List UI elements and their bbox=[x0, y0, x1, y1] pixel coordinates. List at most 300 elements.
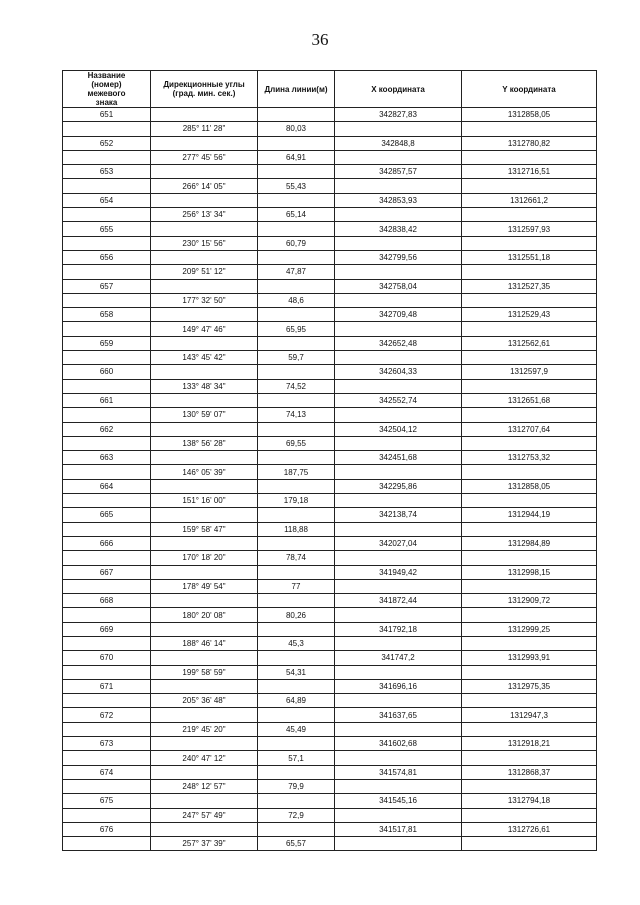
point-name-cell: 661 bbox=[63, 393, 151, 407]
y-coordinate-empty-cell bbox=[462, 694, 597, 708]
point-name-cell: 655 bbox=[63, 222, 151, 236]
point-name-cell: 671 bbox=[63, 679, 151, 693]
line-length-empty-cell bbox=[258, 336, 335, 350]
y-coordinate-cell: 1312661,2 bbox=[462, 193, 597, 207]
segment-row bbox=[63, 808, 597, 822]
line-length-empty-cell bbox=[258, 479, 335, 493]
y-coordinate-empty-cell bbox=[462, 837, 597, 851]
point-name-empty-cell bbox=[63, 579, 151, 593]
direction-angle-empty-cell bbox=[151, 794, 258, 808]
point-name-cell: 676 bbox=[63, 822, 151, 836]
point-row bbox=[63, 594, 597, 608]
line-length-cell: 47,87 bbox=[258, 265, 335, 279]
y-coordinate-empty-cell bbox=[462, 122, 597, 136]
point-name-empty-cell bbox=[63, 551, 151, 565]
x-coordinate-empty-cell bbox=[335, 265, 462, 279]
y-coordinate-cell: 1312998,15 bbox=[462, 565, 597, 579]
y-coordinate-cell: 1312562,61 bbox=[462, 336, 597, 350]
point-name-cell: 667 bbox=[63, 565, 151, 579]
direction-angle-cell: 146° 05' 39" bbox=[151, 465, 258, 479]
point-row bbox=[63, 308, 597, 322]
point-name-cell: 652 bbox=[63, 136, 151, 150]
point-name-empty-cell bbox=[63, 351, 151, 365]
direction-angle-empty-cell bbox=[151, 308, 258, 322]
point-name-empty-cell bbox=[63, 636, 151, 650]
segment-row bbox=[63, 408, 597, 422]
x-coordinate-empty-cell bbox=[335, 808, 462, 822]
y-coordinate-cell: 1312651,68 bbox=[462, 393, 597, 407]
line-length-cell: 80,03 bbox=[258, 122, 335, 136]
direction-angle-cell: 133° 48' 34" bbox=[151, 379, 258, 393]
x-coordinate-cell: 342504,12 bbox=[335, 422, 462, 436]
line-length-empty-cell bbox=[258, 536, 335, 550]
y-coordinate-cell: 1312707,64 bbox=[462, 422, 597, 436]
line-length-empty-cell bbox=[258, 193, 335, 207]
segment-row bbox=[63, 751, 597, 765]
direction-angle-cell: 285° 11' 28" bbox=[151, 122, 258, 136]
x-coordinate-empty-cell bbox=[335, 150, 462, 164]
point-name-cell: 665 bbox=[63, 508, 151, 522]
point-name-cell: 675 bbox=[63, 794, 151, 808]
line-length-cell: 59,7 bbox=[258, 351, 335, 365]
point-name-cell: 656 bbox=[63, 250, 151, 264]
point-row bbox=[63, 136, 597, 150]
y-coordinate-empty-cell bbox=[462, 751, 597, 765]
x-coordinate-cell: 341517,81 bbox=[335, 822, 462, 836]
x-coordinate-empty-cell bbox=[335, 636, 462, 650]
segment-row bbox=[63, 179, 597, 193]
y-coordinate-empty-cell bbox=[462, 150, 597, 164]
x-coordinate-cell: 342799,56 bbox=[335, 250, 462, 264]
line-length-cell: 69,55 bbox=[258, 436, 335, 450]
point-name-empty-cell bbox=[63, 608, 151, 622]
y-coordinate-cell: 1312858,05 bbox=[462, 108, 597, 122]
x-coordinate-empty-cell bbox=[335, 837, 462, 851]
x-coordinate-cell: 342709,48 bbox=[335, 308, 462, 322]
header-line-length-label: Длина линии(м) bbox=[264, 84, 328, 94]
y-coordinate-cell: 1312597,9 bbox=[462, 365, 597, 379]
point-row bbox=[63, 679, 597, 693]
line-length-cell: 55,43 bbox=[258, 179, 335, 193]
point-row bbox=[63, 479, 597, 493]
line-length-empty-cell bbox=[258, 451, 335, 465]
point-row bbox=[63, 536, 597, 550]
line-length-cell: 79,9 bbox=[258, 779, 335, 793]
point-row bbox=[63, 193, 597, 207]
page-number: 36 bbox=[311, 30, 329, 49]
point-name-cell: 670 bbox=[63, 651, 151, 665]
y-coordinate-empty-cell bbox=[462, 779, 597, 793]
y-coordinate-cell: 1312551,18 bbox=[462, 250, 597, 264]
point-name-empty-cell bbox=[63, 150, 151, 164]
y-coordinate-empty-cell bbox=[462, 351, 597, 365]
y-coordinate-cell: 1312993,91 bbox=[462, 651, 597, 665]
table-header bbox=[63, 71, 597, 108]
x-coordinate-cell: 342552,74 bbox=[335, 393, 462, 407]
direction-angle-cell: 205° 36' 48" bbox=[151, 694, 258, 708]
direction-angle-cell: 177° 32' 50" bbox=[151, 293, 258, 307]
segment-row bbox=[63, 465, 597, 479]
y-coordinate-cell: 1312909,72 bbox=[462, 594, 597, 608]
point-row bbox=[63, 365, 597, 379]
direction-angle-empty-cell bbox=[151, 108, 258, 122]
point-name-cell: 666 bbox=[63, 536, 151, 550]
direction-angle-empty-cell bbox=[151, 622, 258, 636]
line-length-cell: 118,88 bbox=[258, 522, 335, 536]
x-coordinate-empty-cell bbox=[335, 751, 462, 765]
direction-angle-empty-cell bbox=[151, 422, 258, 436]
point-row bbox=[63, 108, 597, 122]
y-coordinate-empty-cell bbox=[462, 293, 597, 307]
y-coordinate-empty-cell bbox=[462, 579, 597, 593]
x-coordinate-empty-cell bbox=[335, 322, 462, 336]
x-coordinate-cell: 341872,44 bbox=[335, 594, 462, 608]
direction-angle-cell: 230° 15' 56" bbox=[151, 236, 258, 250]
segment-row bbox=[63, 579, 597, 593]
direction-angle-empty-cell bbox=[151, 250, 258, 264]
point-name-empty-cell bbox=[63, 465, 151, 479]
line-length-cell: 74,52 bbox=[258, 379, 335, 393]
point-name-empty-cell bbox=[63, 408, 151, 422]
header-direction-angle bbox=[151, 71, 258, 108]
direction-angle-cell: 256° 13' 34" bbox=[151, 208, 258, 222]
y-coordinate-empty-cell bbox=[462, 722, 597, 736]
header-direction-angle-label: Дирекционные углы (град. мин. сек.) bbox=[163, 80, 245, 98]
point-name-cell: 668 bbox=[63, 594, 151, 608]
x-coordinate-cell: 342604,33 bbox=[335, 365, 462, 379]
line-length-empty-cell bbox=[258, 565, 335, 579]
x-coordinate-cell: 342848,8 bbox=[335, 136, 462, 150]
y-coordinate-empty-cell bbox=[462, 179, 597, 193]
point-row bbox=[63, 393, 597, 407]
point-name-empty-cell bbox=[63, 122, 151, 136]
line-length-cell: 45,49 bbox=[258, 722, 335, 736]
direction-angle-empty-cell bbox=[151, 708, 258, 722]
point-name-empty-cell bbox=[63, 208, 151, 222]
line-length-empty-cell bbox=[258, 765, 335, 779]
segment-row bbox=[63, 494, 597, 508]
x-coordinate-cell: 342853,93 bbox=[335, 193, 462, 207]
x-coordinate-cell: 342451,68 bbox=[335, 451, 462, 465]
segment-row bbox=[63, 636, 597, 650]
line-length-empty-cell bbox=[258, 651, 335, 665]
segment-row bbox=[63, 837, 597, 851]
x-coordinate-empty-cell bbox=[335, 579, 462, 593]
direction-angle-empty-cell bbox=[151, 336, 258, 350]
y-coordinate-empty-cell bbox=[462, 322, 597, 336]
direction-angle-empty-cell bbox=[151, 765, 258, 779]
segment-row bbox=[63, 122, 597, 136]
x-coordinate-empty-cell bbox=[335, 293, 462, 307]
line-length-cell: 64,89 bbox=[258, 694, 335, 708]
direction-angle-cell: 180° 20' 08" bbox=[151, 608, 258, 622]
y-coordinate-empty-cell bbox=[462, 522, 597, 536]
x-coordinate-cell: 342027,04 bbox=[335, 536, 462, 550]
direction-angle-empty-cell bbox=[151, 565, 258, 579]
y-coordinate-cell: 1312868,37 bbox=[462, 765, 597, 779]
point-row bbox=[63, 765, 597, 779]
y-coordinate-empty-cell bbox=[462, 465, 597, 479]
y-coordinate-cell: 1312527,35 bbox=[462, 279, 597, 293]
line-length-empty-cell bbox=[258, 822, 335, 836]
segment-row bbox=[63, 694, 597, 708]
line-length-empty-cell bbox=[258, 279, 335, 293]
line-length-cell: 65,14 bbox=[258, 208, 335, 222]
header-point-name-label: Название (номер) межевого знака bbox=[87, 71, 126, 107]
segment-row bbox=[63, 608, 597, 622]
y-coordinate-cell: 1312597,93 bbox=[462, 222, 597, 236]
y-coordinate-empty-cell bbox=[462, 379, 597, 393]
header-row bbox=[63, 71, 597, 108]
y-coordinate-cell: 1312947,3 bbox=[462, 708, 597, 722]
point-name-cell: 657 bbox=[63, 279, 151, 293]
line-length-cell: 48,6 bbox=[258, 293, 335, 307]
line-length-cell: 45,3 bbox=[258, 636, 335, 650]
y-coordinate-cell: 1312726,61 bbox=[462, 822, 597, 836]
y-coordinate-empty-cell bbox=[462, 808, 597, 822]
x-coordinate-empty-cell bbox=[335, 408, 462, 422]
direction-angle-cell: 248° 12' 57" bbox=[151, 779, 258, 793]
line-length-empty-cell bbox=[258, 165, 335, 179]
segment-row bbox=[63, 322, 597, 336]
line-length-empty-cell bbox=[258, 737, 335, 751]
y-coordinate-cell: 1312858,05 bbox=[462, 479, 597, 493]
direction-angle-cell: 257° 37' 39" bbox=[151, 837, 258, 851]
x-coordinate-cell: 341602,68 bbox=[335, 737, 462, 751]
direction-angle-cell: 138° 56' 28" bbox=[151, 436, 258, 450]
direction-angle-empty-cell bbox=[151, 365, 258, 379]
x-coordinate-empty-cell bbox=[335, 208, 462, 222]
direction-angle-cell: 188° 46' 14" bbox=[151, 636, 258, 650]
point-row bbox=[63, 822, 597, 836]
point-name-cell: 663 bbox=[63, 451, 151, 465]
x-coordinate-empty-cell bbox=[335, 179, 462, 193]
x-coordinate-empty-cell bbox=[335, 522, 462, 536]
point-name-cell: 674 bbox=[63, 765, 151, 779]
x-coordinate-empty-cell bbox=[335, 494, 462, 508]
x-coordinate-cell: 342827,83 bbox=[335, 108, 462, 122]
y-coordinate-cell: 1312984,89 bbox=[462, 536, 597, 550]
point-name-empty-cell bbox=[63, 665, 151, 679]
y-coordinate-empty-cell bbox=[462, 436, 597, 450]
x-coordinate-cell: 341696,16 bbox=[335, 679, 462, 693]
segment-row bbox=[63, 436, 597, 450]
segment-row bbox=[63, 265, 597, 279]
direction-angle-cell: 247° 57' 49" bbox=[151, 808, 258, 822]
line-length-cell: 78,74 bbox=[258, 551, 335, 565]
header-x-coordinate bbox=[335, 71, 462, 108]
x-coordinate-cell: 342138,74 bbox=[335, 508, 462, 522]
segment-row bbox=[63, 293, 597, 307]
line-length-cell: 72,9 bbox=[258, 808, 335, 822]
direction-angle-cell: 149° 47' 46" bbox=[151, 322, 258, 336]
point-name-empty-cell bbox=[63, 694, 151, 708]
point-name-cell: 669 bbox=[63, 622, 151, 636]
point-name-cell: 654 bbox=[63, 193, 151, 207]
x-coordinate-cell: 341792,18 bbox=[335, 622, 462, 636]
direction-angle-cell: 219° 45' 20" bbox=[151, 722, 258, 736]
point-row bbox=[63, 622, 597, 636]
x-coordinate-empty-cell bbox=[335, 694, 462, 708]
x-coordinate-empty-cell bbox=[335, 351, 462, 365]
point-name-empty-cell bbox=[63, 436, 151, 450]
point-name-cell: 659 bbox=[63, 336, 151, 350]
point-name-cell: 662 bbox=[63, 422, 151, 436]
line-length-cell: 57,1 bbox=[258, 751, 335, 765]
line-length-cell: 187,75 bbox=[258, 465, 335, 479]
line-length-empty-cell bbox=[258, 594, 335, 608]
header-line-length bbox=[258, 71, 335, 108]
point-row bbox=[63, 708, 597, 722]
point-name-empty-cell bbox=[63, 236, 151, 250]
direction-angle-cell: 209° 51' 12" bbox=[151, 265, 258, 279]
y-coordinate-cell: 1312944,19 bbox=[462, 508, 597, 522]
direction-angle-empty-cell bbox=[151, 508, 258, 522]
point-row bbox=[63, 451, 597, 465]
point-name-empty-cell bbox=[63, 322, 151, 336]
y-coordinate-cell: 1312716,51 bbox=[462, 165, 597, 179]
x-coordinate-empty-cell bbox=[335, 779, 462, 793]
x-coordinate-empty-cell bbox=[335, 122, 462, 136]
line-length-empty-cell bbox=[258, 679, 335, 693]
point-row bbox=[63, 250, 597, 264]
x-coordinate-empty-cell bbox=[335, 379, 462, 393]
line-length-cell: 60,79 bbox=[258, 236, 335, 250]
direction-angle-empty-cell bbox=[151, 222, 258, 236]
x-coordinate-cell: 341545,16 bbox=[335, 794, 462, 808]
point-row bbox=[63, 737, 597, 751]
segment-row bbox=[63, 551, 597, 565]
point-name-empty-cell bbox=[63, 779, 151, 793]
line-length-empty-cell bbox=[258, 708, 335, 722]
direction-angle-empty-cell bbox=[151, 193, 258, 207]
point-name-cell: 651 bbox=[63, 108, 151, 122]
y-coordinate-cell: 1312529,43 bbox=[462, 308, 597, 322]
y-coordinate-cell: 1312918,21 bbox=[462, 737, 597, 751]
line-length-empty-cell bbox=[258, 308, 335, 322]
header-y-coordinate bbox=[462, 71, 597, 108]
line-length-cell: 65,57 bbox=[258, 837, 335, 851]
segment-row bbox=[63, 722, 597, 736]
y-coordinate-empty-cell bbox=[462, 636, 597, 650]
y-coordinate-empty-cell bbox=[462, 551, 597, 565]
x-coordinate-empty-cell bbox=[335, 465, 462, 479]
line-length-cell: 74,13 bbox=[258, 408, 335, 422]
y-coordinate-empty-cell bbox=[462, 408, 597, 422]
boundary-coordinates-table bbox=[62, 70, 597, 851]
x-coordinate-empty-cell bbox=[335, 608, 462, 622]
point-name-cell: 664 bbox=[63, 479, 151, 493]
point-row bbox=[63, 794, 597, 808]
line-length-cell: 80,26 bbox=[258, 608, 335, 622]
segment-row bbox=[63, 150, 597, 164]
direction-angle-cell: 159° 58' 47" bbox=[151, 522, 258, 536]
point-row bbox=[63, 508, 597, 522]
y-coordinate-cell: 1312794,18 bbox=[462, 794, 597, 808]
line-length-empty-cell bbox=[258, 794, 335, 808]
segment-row bbox=[63, 208, 597, 222]
x-coordinate-cell: 342857,57 bbox=[335, 165, 462, 179]
line-length-empty-cell bbox=[258, 222, 335, 236]
y-coordinate-cell: 1312975,35 bbox=[462, 679, 597, 693]
line-length-cell: 64,91 bbox=[258, 150, 335, 164]
table-body bbox=[63, 108, 597, 851]
point-row bbox=[63, 336, 597, 350]
y-coordinate-empty-cell bbox=[462, 608, 597, 622]
x-coordinate-empty-cell bbox=[335, 722, 462, 736]
line-length-empty-cell bbox=[258, 108, 335, 122]
direction-angle-empty-cell bbox=[151, 679, 258, 693]
point-name-empty-cell bbox=[63, 379, 151, 393]
direction-angle-empty-cell bbox=[151, 393, 258, 407]
segment-row bbox=[63, 522, 597, 536]
point-name-empty-cell bbox=[63, 837, 151, 851]
x-coordinate-empty-cell bbox=[335, 551, 462, 565]
point-name-empty-cell bbox=[63, 751, 151, 765]
x-coordinate-cell: 342758,04 bbox=[335, 279, 462, 293]
segment-row bbox=[63, 379, 597, 393]
direction-angle-empty-cell bbox=[151, 165, 258, 179]
segment-row bbox=[63, 236, 597, 250]
direction-angle-empty-cell bbox=[151, 737, 258, 751]
direction-angle-empty-cell bbox=[151, 651, 258, 665]
direction-angle-cell: 130° 59' 07" bbox=[151, 408, 258, 422]
point-name-cell: 653 bbox=[63, 165, 151, 179]
line-length-cell: 65,95 bbox=[258, 322, 335, 336]
direction-angle-cell: 143° 45' 42" bbox=[151, 351, 258, 365]
x-coordinate-cell: 342838,42 bbox=[335, 222, 462, 236]
point-row bbox=[63, 165, 597, 179]
y-coordinate-cell: 1312999,25 bbox=[462, 622, 597, 636]
line-length-empty-cell bbox=[258, 422, 335, 436]
line-length-empty-cell bbox=[258, 508, 335, 522]
direction-angle-cell: 240° 47' 12" bbox=[151, 751, 258, 765]
y-coordinate-cell: 1312753,32 bbox=[462, 451, 597, 465]
y-coordinate-empty-cell bbox=[462, 208, 597, 222]
point-row bbox=[63, 422, 597, 436]
point-name-empty-cell bbox=[63, 722, 151, 736]
x-coordinate-empty-cell bbox=[335, 436, 462, 450]
direction-angle-cell: 266° 14' 05" bbox=[151, 179, 258, 193]
y-coordinate-empty-cell bbox=[462, 494, 597, 508]
point-name-empty-cell bbox=[63, 808, 151, 822]
point-row bbox=[63, 651, 597, 665]
direction-angle-empty-cell bbox=[151, 536, 258, 550]
point-name-empty-cell bbox=[63, 265, 151, 279]
point-name-cell: 658 bbox=[63, 308, 151, 322]
point-name-cell: 673 bbox=[63, 737, 151, 751]
direction-angle-empty-cell bbox=[151, 451, 258, 465]
direction-angle-empty-cell bbox=[151, 279, 258, 293]
line-length-empty-cell bbox=[258, 250, 335, 264]
point-name-empty-cell bbox=[63, 494, 151, 508]
x-coordinate-cell: 341574,81 bbox=[335, 765, 462, 779]
line-length-empty-cell bbox=[258, 365, 335, 379]
segment-row bbox=[63, 351, 597, 365]
point-row bbox=[63, 565, 597, 579]
line-length-cell: 54,31 bbox=[258, 665, 335, 679]
y-coordinate-empty-cell bbox=[462, 665, 597, 679]
segment-row bbox=[63, 665, 597, 679]
x-coordinate-cell: 341747,2 bbox=[335, 651, 462, 665]
segment-row bbox=[63, 779, 597, 793]
header-x-coordinate-label: X координата bbox=[371, 84, 425, 94]
y-coordinate-cell: 1312780,82 bbox=[462, 136, 597, 150]
x-coordinate-cell: 342652,48 bbox=[335, 336, 462, 350]
y-coordinate-empty-cell bbox=[462, 236, 597, 250]
y-coordinate-empty-cell bbox=[462, 265, 597, 279]
x-coordinate-cell: 341949,42 bbox=[335, 565, 462, 579]
